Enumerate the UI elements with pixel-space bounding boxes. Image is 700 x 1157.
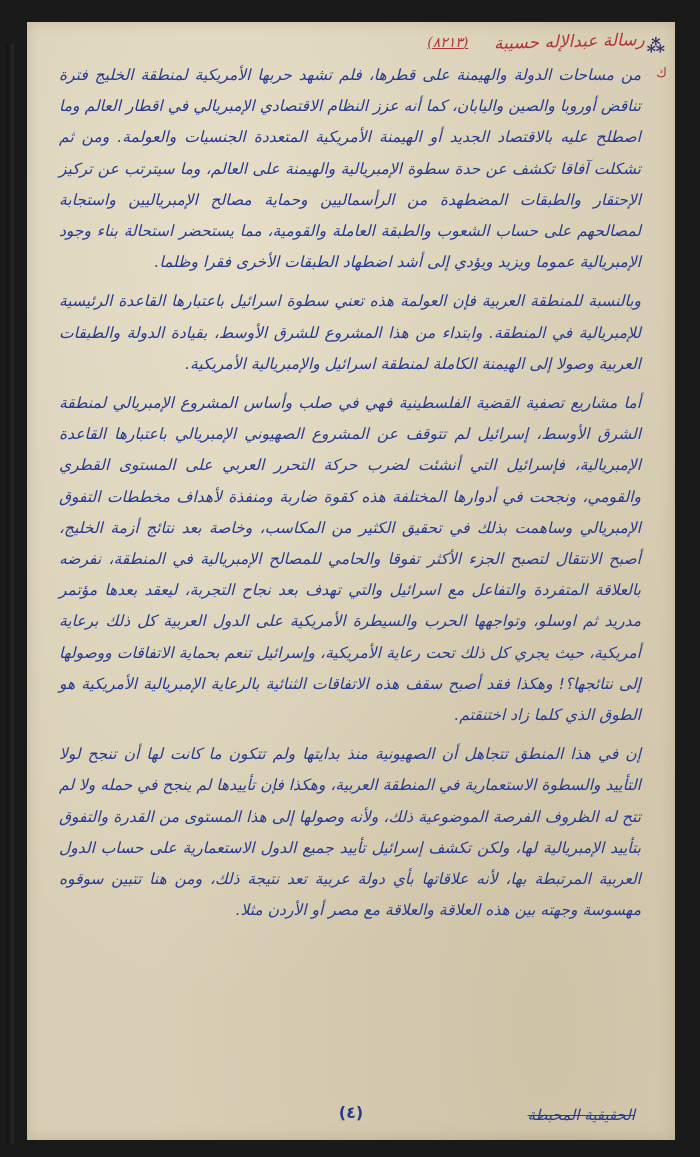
paragraph-3: أما مشاريع تصفية القضية الفلسطينية فهي في صلب وأساس المشروع الإمبريالي لمنطقة الشرق الأوسط، إسرائيل لم تتوقف عن المشروع الصهيوني الإمبريالي باعتبارها القاعدة الإمبريالية، فإسرائيل التي أنشئت لضرب حركة التحرر العربي على المستوى القطري والقومي، ونجحت في أدوارها المختلفة هذه كقوة ضاربة ومنفذة لأهداف مخططات التفوق الإمبريالي وساهمت بذلك في تحقيق الكثير من المكاسب، وخاصة بعد نتائج أزمة الخليج، أصبح الانتقال لتصبح الجزء الأكثر تفوقا والحامي للمصالح الإمبريالية في المنطقة، نفرضه بالعلاقة المتفردة والتفاعل مع اسرائيل والتي تهدف بعد نجاح التجربة، ليعقد بعدها مؤتمر مدريد ثم اوسلو، وتواجهها الحرب والسيطرة الأمريكية على الدول العربية كل ذلك برعاية أمريكية، حيث يجري كل ذلك تحت رعاية الأمريكية، وإسرائيل تنعم بحماية الاتفاقات ووصولها إلى نتائجها؟! وهكذا فقد أصبح سقف هذه الاتفاقات الثنائية بالرعاية الإمبريالية الأمريكية هو الطوق الذي كلما زاد اختنقتم. — [59, 394, 641, 725]
handwritten-body — [59, 60, 641, 930]
letter-page — [27, 22, 675, 1140]
letter-title: رسالة عبدالإله حسيبة — [494, 30, 646, 54]
corner-mark: ⁂ — [646, 36, 665, 57]
closing-line: الحقيقية المحبطة — [527, 1106, 635, 1124]
margin-mark: ك — [656, 66, 667, 81]
paragraph-1: من مساحات الدولة والهيمنة على قطرها، فلم تشهد حربها الأمريكية لمنطقة الخليج فترة تناقض أوروبا والصين واليابان، كما أنه عزز النظام الاقتصادي الإمبريالي في اقطار العالم وما اصطلح عليه بالاقتصاد الجديد أو الهيمنة الأمريكية المتعددة الجنسيات والعولمة. ومن ثم تشكلت آفاقا تكشف عن حدة سطوة الإمبريالية والهيمنة على العالم، وما سيترتب عن تركيز الإحتقار والطبقات المضطهدة من الرأسماليين وحماية مصالح الإمبرياليين واستجابة لمصالحهم على حساب الشعوب والطبقة العاملة والقومية، مما يستحضر استحالة بناء وجود الإمبريالية عموما ويزيد ويؤدي إلى أشد اضطهاد الطبقات الأخرى فقرا وظلما. — [59, 66, 641, 272]
paragraph-4: إن في هذا المنطق تتجاهل أن الصهيونية منذ بدايتها ولم تتكون ما كانت لها أن تنجح لولا التأييد والسطوة الاستعمارية في المنطقة العربية، وهكذا فإن تأييدها لم ينجح في حمله ولا لم تتح له الظروف الفرصة الموضوعية ذلك، ولأنه وصولها إلى هذا المستوى من القدرة والتفوق بتأييد الإمبريالية لها، ولكن تكشف إسرائيل تأييد جميع الدول الاستعمارية على حساب الدول العربية المرتبطة بها، لأنه علاقاتها بأي دولة عربية تعد نتيجة ذلك، ومن هنا تتبين سوقوه مهسوسة وجهته بين هذه العلاقة والعلاقة مع مصر أو الأردن مثلا. — [59, 745, 641, 920]
page-number: (٤) — [338, 1103, 364, 1122]
reference-number: (٨٢١٣) — [427, 35, 469, 51]
page-header — [427, 32, 645, 52]
scan-edge — [6, 44, 14, 1144]
paragraph-2: وبالنسبة للمنطقة العربية فإن العولمة هذه تعني سطوة اسرائيل باعتبارها القاعدة الرئيسية للإمبريالية في المنطقة. وابتداء من هذا المشروع للشرق الأوسط، بقيادة الدولة والطبقات العربية وصولا إلى الهيمنة الكاملة لمنطقة اسرائيل والإمبريالية الأمريكية. — [59, 292, 641, 373]
